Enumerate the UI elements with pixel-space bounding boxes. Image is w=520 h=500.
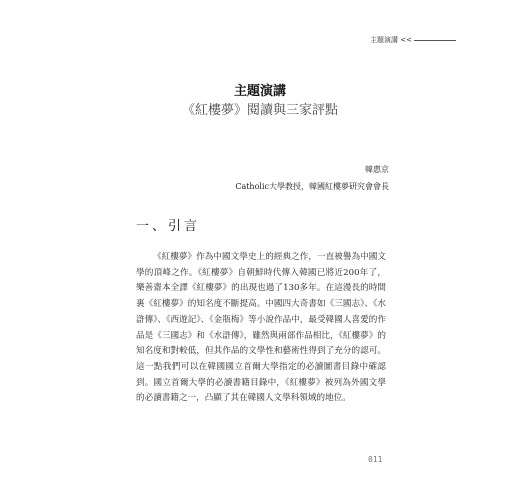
- body-paragraph: 《紅樓夢》作為中國文學史上的經典之作，一直被譽為中國文學的頂峰之作。《紅樓夢》自朝鮮時代傳入韓國已將近200年了，樂善齋本全譯《紅樓夢》的出現也過了130多年。在這漫長的時間裏《紅樓夢》的知名度不斷提高。中國四大奇書如《三國志》、《水滸傳》、《西遊記》、《金瓶梅》等小說作品中，最受韓國人喜愛的作品是《三國志》和《水滸傳》，雖然與兩部作品相比，《紅樓夢》的知名度和對較低，但其作品的文學性和藝術性得到了充分的認可。這一點我們可以在韓國國立首爾大學指定的必讀圖書目錄中確認到。國立首爾大學的必讀書籍目錄中，《紅樓夢》被列為外國文學的必讀書籍之一，凸顯了其在韓國人文學科領域的地位。: [136, 252, 386, 404]
- page-number: 011: [368, 455, 383, 464]
- running-head-rule: [414, 40, 456, 41]
- running-head-text: 主題演講 <<: [370, 36, 412, 44]
- running-head: [370, 35, 456, 45]
- section-heading: 一、引言: [136, 219, 201, 234]
- author-affiliation: Catholic大學教授，韓國紅樓夢研究會會長: [235, 182, 389, 191]
- page-title: 主題演講: [233, 84, 286, 99]
- author-name: 韓惠京: [365, 165, 389, 174]
- page-subtitle: 《紅樓夢》閱讀與三家評點: [181, 103, 338, 118]
